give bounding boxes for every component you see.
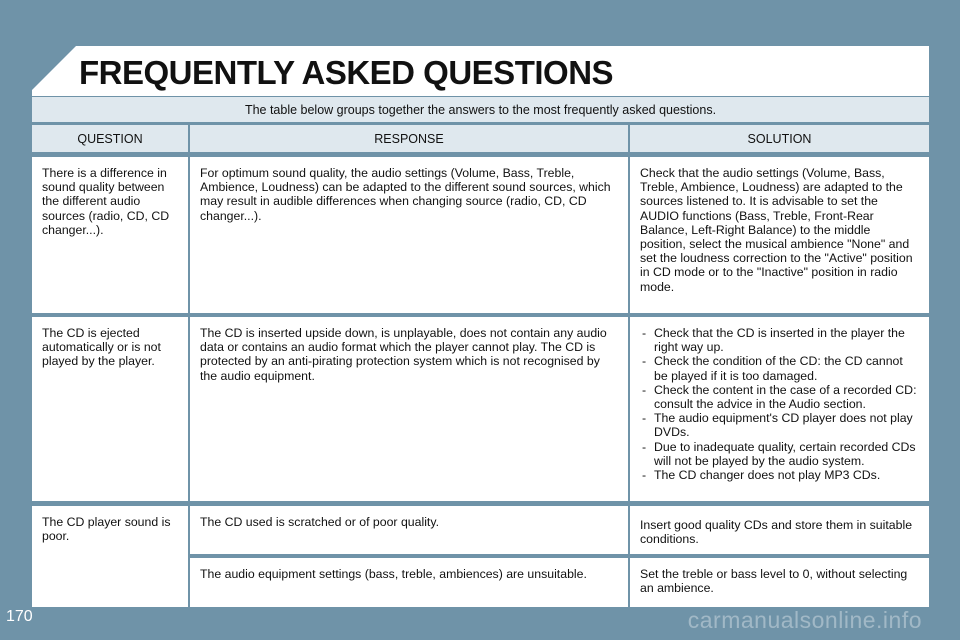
table-header	[32, 125, 929, 152]
table-intro: The table below groups together the answers to the most frequently asked questions.	[32, 97, 929, 122]
watermark: carmanualsonline.info	[687, 607, 922, 633]
row-3b-response: The audio equipment settings (bass, treble, ambiences) are unsuitable.	[190, 558, 628, 607]
list-item: - The CD changer does not play MP3 CDs.	[640, 468, 919, 482]
row-2-solution	[630, 317, 929, 501]
list-item: - Check the condition of the CD: the CD cannot be played if it is too damaged.	[640, 354, 919, 382]
header-question: QUESTION	[32, 125, 188, 152]
row-2-question: The CD is ejected automatically or is not played by the player.	[32, 317, 188, 501]
list-item: - Due to inadequate quality, certain recorded CDs will not be played by the audio system.	[640, 440, 919, 468]
row-2-response: The CD is inserted upside down, is unplayable, does not contain any audio data or contains an audio format which the player cannot play. The CD is protected by an anti-pirating protection system which is not recognised by the audio equipment.	[190, 317, 628, 501]
row-1-question: There is a difference in sound quality between the different audio sources (radio, CD, CD changer...).	[32, 157, 188, 313]
page-number: 170	[6, 608, 33, 625]
solution-checklist	[640, 326, 919, 482]
header-solution: SOLUTION	[630, 125, 929, 152]
row-3b-solution: Set the treble or bass level to 0, without selecting an ambience.	[630, 558, 929, 607]
row-3a-solution: Insert good quality CDs and store them in suitable conditions.	[630, 506, 929, 554]
page-title: FREQUENTLY ASKED QUESTIONS	[79, 54, 614, 91]
list-item: - The audio equipment's CD player does not play DVDs.	[640, 411, 919, 439]
list-item: - Check that the CD is inserted in the player the right way up.	[640, 326, 919, 354]
row-1-solution: Check that the audio settings (Volume, Bass, Treble, Ambience, Loudness) are adapted to the sources listened to. It is advisable to set the AUDIO functions (Bass, Treble, Front-Rear Balance, Left-Right Balance) to the middle position, select the musical ambience "None" and set the loudness correction to the "Active" position in CD mode or to the "Inactive" position in radio mode.	[630, 157, 929, 313]
row-1-response: For optimum sound quality, the audio settings (Volume, Bass, Treble, Ambience, Loudness) can be adapted to the different sound sources, which may result in audible differences when changing source (radio, CD, CD changer...).	[190, 157, 628, 313]
list-item: - Check the content in the case of a recorded CD: consult the advice in the Audio section.	[640, 383, 919, 411]
row-3a-response: The CD used is scratched or of poor quality.	[190, 506, 628, 554]
header-response: RESPONSE	[190, 125, 628, 152]
row-3-question: The CD player sound is poor.	[32, 506, 188, 607]
